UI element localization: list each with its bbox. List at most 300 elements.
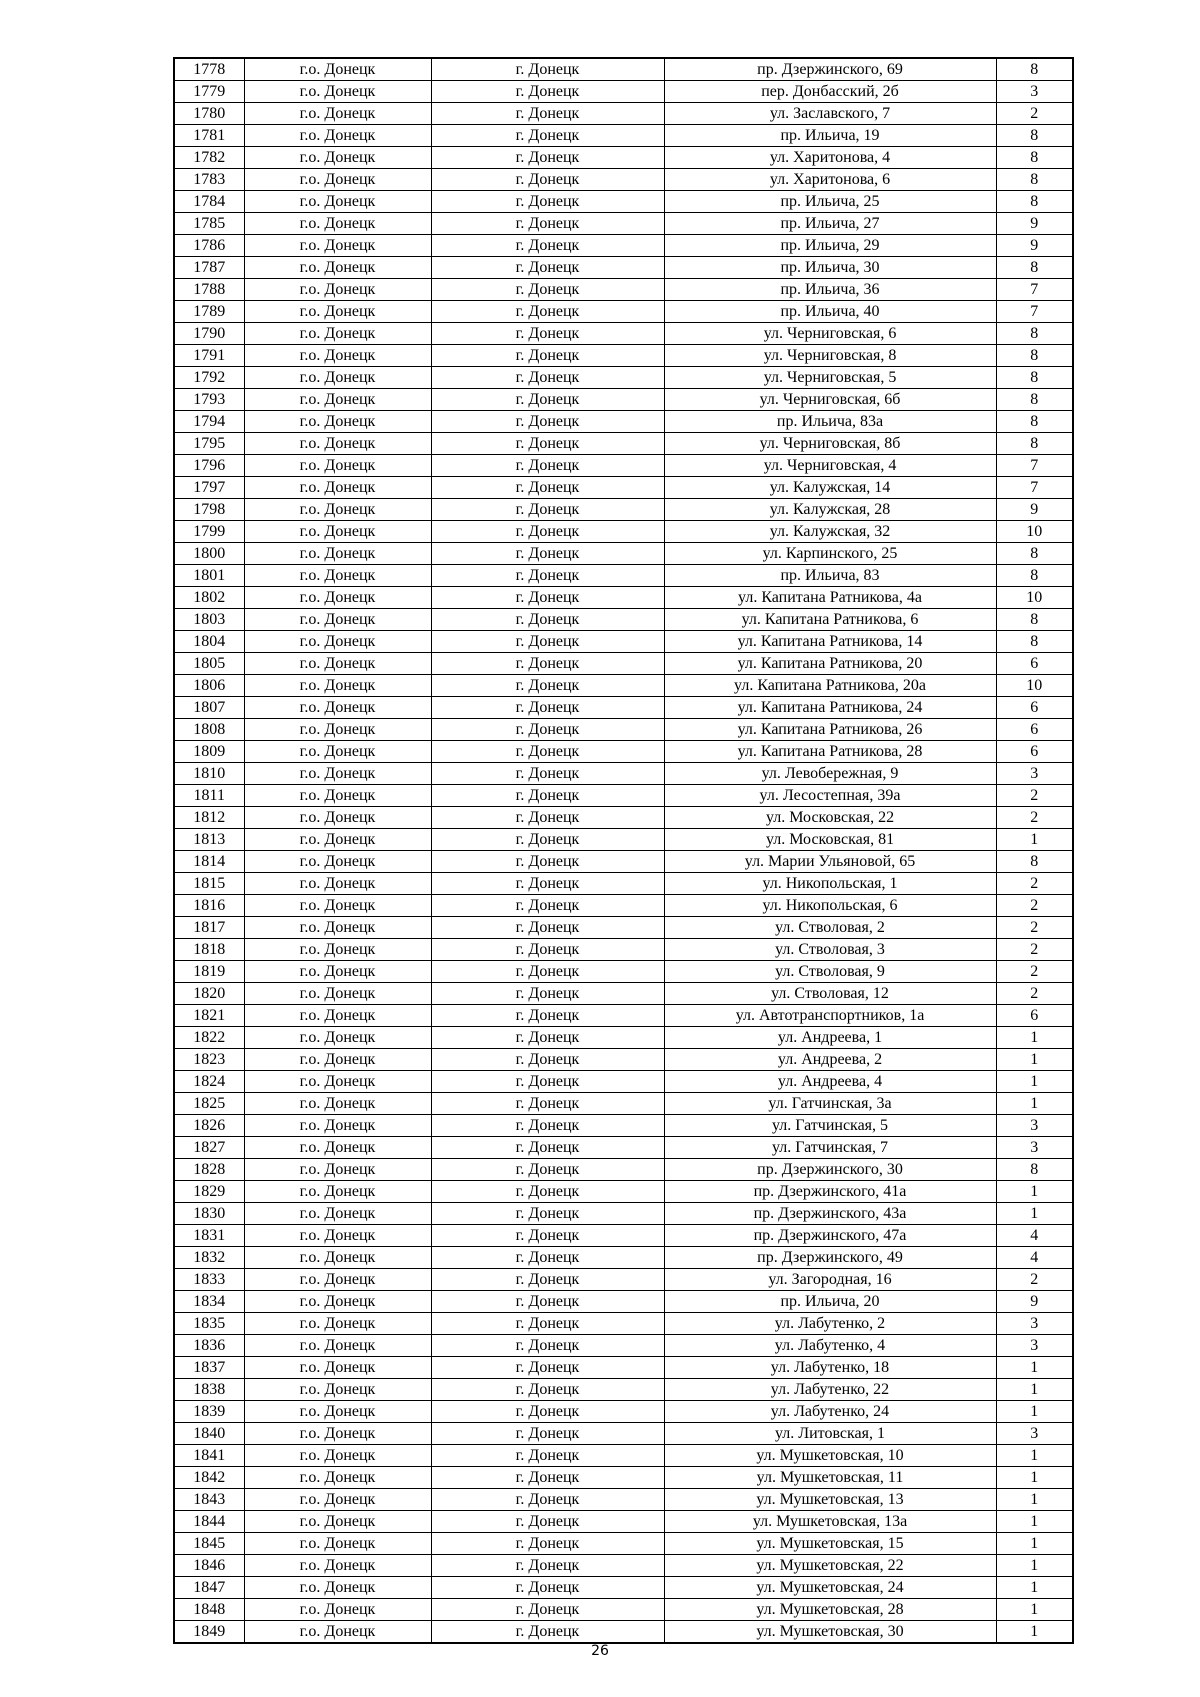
district-cell: г.о. Донецк <box>244 1335 431 1357</box>
district-cell: г.о. Донецк <box>244 499 431 521</box>
address-cell: пр. Дзержинского, 47а <box>664 1225 996 1247</box>
district-cell: г.о. Донецк <box>244 873 431 895</box>
district-cell: г.о. Донецк <box>244 235 431 257</box>
district-cell: г.о. Донецк <box>244 1291 431 1313</box>
table-row <box>174 1401 1073 1423</box>
count-cell: 1 <box>996 1577 1073 1599</box>
row-number-cell: 1778 <box>174 58 244 81</box>
city-cell: г. Донецк <box>431 433 664 455</box>
city-cell: г. Донецк <box>431 609 664 631</box>
address-cell: ул. Черниговская, 5 <box>664 367 996 389</box>
count-cell: 1 <box>996 1599 1073 1621</box>
city-cell: г. Донецк <box>431 1049 664 1071</box>
city-cell: г. Донецк <box>431 147 664 169</box>
row-number-cell: 1796 <box>174 455 244 477</box>
district-cell: г.о. Донецк <box>244 697 431 719</box>
city-cell: г. Донецк <box>431 873 664 895</box>
address-cell: ул. Никопольская, 1 <box>664 873 996 895</box>
row-number-cell: 1811 <box>174 785 244 807</box>
row-number-cell: 1826 <box>174 1115 244 1137</box>
city-cell: г. Донецк <box>431 1027 664 1049</box>
district-cell: г.о. Донецк <box>244 1269 431 1291</box>
table-row <box>174 301 1073 323</box>
city-cell: г. Донецк <box>431 1071 664 1093</box>
address-cell: ул. Автотранспортников, 1а <box>664 1005 996 1027</box>
district-cell: г.о. Донецк <box>244 147 431 169</box>
count-cell: 8 <box>996 125 1073 147</box>
count-cell: 2 <box>996 103 1073 125</box>
district-cell: г.о. Донецк <box>244 1247 431 1269</box>
table-row <box>174 609 1073 631</box>
address-cell: ул. Лабутенко, 18 <box>664 1357 996 1379</box>
city-cell: г. Донецк <box>431 1467 664 1489</box>
row-number-cell: 1798 <box>174 499 244 521</box>
address-cell: ул. Мушкетовская, 10 <box>664 1445 996 1467</box>
district-cell: г.о. Донецк <box>244 829 431 851</box>
district-cell: г.о. Донецк <box>244 1555 431 1577</box>
district-cell: г.о. Донецк <box>244 565 431 587</box>
table-row <box>174 1445 1073 1467</box>
address-cell: пр. Ильича, 83 <box>664 565 996 587</box>
district-cell: г.о. Донецк <box>244 587 431 609</box>
city-cell: г. Донецк <box>431 1115 664 1137</box>
city-cell: г. Донецк <box>431 939 664 961</box>
count-cell: 7 <box>996 279 1073 301</box>
address-cell: ул. Лабутенко, 4 <box>664 1335 996 1357</box>
city-cell: г. Донецк <box>431 257 664 279</box>
address-cell: ул. Капитана Ратникова, 4а <box>664 587 996 609</box>
table-row <box>174 697 1073 719</box>
count-cell: 1 <box>996 1027 1073 1049</box>
table-row <box>174 1049 1073 1071</box>
table-row <box>174 1159 1073 1181</box>
row-number-cell: 1814 <box>174 851 244 873</box>
district-cell: г.о. Донецк <box>244 1599 431 1621</box>
district-cell: г.о. Донецк <box>244 1005 431 1027</box>
city-cell: г. Донецк <box>431 169 664 191</box>
count-cell: 9 <box>996 213 1073 235</box>
count-cell: 3 <box>996 1137 1073 1159</box>
table-row <box>174 477 1073 499</box>
address-cell: ул. Капитана Ратникова, 28 <box>664 741 996 763</box>
address-cell: пр. Ильича, 40 <box>664 301 996 323</box>
row-number-cell: 1818 <box>174 939 244 961</box>
district-cell: г.о. Донецк <box>244 785 431 807</box>
address-cell: пр. Ильича, 19 <box>664 125 996 147</box>
city-cell: г. Донецк <box>431 741 664 763</box>
city-cell: г. Донецк <box>431 58 664 81</box>
city-cell: г. Донецк <box>431 1401 664 1423</box>
city-cell: г. Донецк <box>431 367 664 389</box>
city-cell: г. Донецк <box>431 499 664 521</box>
address-cell: ул. Стволовая, 2 <box>664 917 996 939</box>
row-number-cell: 1794 <box>174 411 244 433</box>
city-cell: г. Донецк <box>431 1159 664 1181</box>
table-row <box>174 1247 1073 1269</box>
table-row <box>174 983 1073 1005</box>
address-cell: ул. Капитана Ратникова, 14 <box>664 631 996 653</box>
address-cell: ул. Капитана Ратникова, 20а <box>664 675 996 697</box>
address-cell: ул. Мушкетовская, 24 <box>664 1577 996 1599</box>
district-cell: г.о. Донецк <box>244 719 431 741</box>
address-cell: ул. Гатчинская, 3а <box>664 1093 996 1115</box>
count-cell: 8 <box>996 543 1073 565</box>
table-row <box>174 1181 1073 1203</box>
row-number-cell: 1832 <box>174 1247 244 1269</box>
city-cell: г. Донецк <box>431 1555 664 1577</box>
address-cell: ул. Лабутенко, 2 <box>664 1313 996 1335</box>
count-cell: 6 <box>996 697 1073 719</box>
row-number-cell: 1791 <box>174 345 244 367</box>
city-cell: г. Донецк <box>431 895 664 917</box>
city-cell: г. Донецк <box>431 631 664 653</box>
table-row <box>174 169 1073 191</box>
table-row <box>174 213 1073 235</box>
city-cell: г. Донецк <box>431 719 664 741</box>
address-cell: пр. Дзержинского, 49 <box>664 1247 996 1269</box>
row-number-cell: 1847 <box>174 1577 244 1599</box>
row-number-cell: 1805 <box>174 653 244 675</box>
count-cell: 6 <box>996 1005 1073 1027</box>
city-cell: г. Донецк <box>431 1005 664 1027</box>
district-cell: г.о. Донецк <box>244 1533 431 1555</box>
city-cell: г. Донецк <box>431 543 664 565</box>
district-cell: г.о. Донецк <box>244 367 431 389</box>
district-cell: г.о. Донецк <box>244 1049 431 1071</box>
row-number-cell: 1830 <box>174 1203 244 1225</box>
district-cell: г.о. Донецк <box>244 279 431 301</box>
city-cell: г. Донецк <box>431 1599 664 1621</box>
address-cell: ул. Загородная, 16 <box>664 1269 996 1291</box>
address-cell: ул. Черниговская, 4 <box>664 455 996 477</box>
row-number-cell: 1829 <box>174 1181 244 1203</box>
table-row <box>174 81 1073 103</box>
row-number-cell: 1844 <box>174 1511 244 1533</box>
row-number-cell: 1823 <box>174 1049 244 1071</box>
row-number-cell: 1803 <box>174 609 244 631</box>
count-cell: 1 <box>996 1467 1073 1489</box>
row-number-cell: 1793 <box>174 389 244 411</box>
district-cell: г.о. Донецк <box>244 961 431 983</box>
district-cell: г.о. Донецк <box>244 653 431 675</box>
row-number-cell: 1834 <box>174 1291 244 1313</box>
district-cell: г.о. Донецк <box>244 1071 431 1093</box>
table-row <box>174 543 1073 565</box>
district-cell: г.о. Донецк <box>244 345 431 367</box>
table-row <box>174 58 1073 81</box>
row-number-cell: 1783 <box>174 169 244 191</box>
count-cell: 10 <box>996 587 1073 609</box>
district-cell: г.о. Донецк <box>244 1137 431 1159</box>
row-number-cell: 1782 <box>174 147 244 169</box>
count-cell: 1 <box>996 1533 1073 1555</box>
count-cell: 3 <box>996 1423 1073 1445</box>
row-number-cell: 1810 <box>174 763 244 785</box>
address-cell: ул. Гатчинская, 5 <box>664 1115 996 1137</box>
row-number-cell: 1808 <box>174 719 244 741</box>
city-cell: г. Донецк <box>431 961 664 983</box>
row-number-cell: 1827 <box>174 1137 244 1159</box>
count-cell: 8 <box>996 851 1073 873</box>
table-row <box>174 1269 1073 1291</box>
address-cell: ул. Мушкетовская, 30 <box>664 1621 996 1644</box>
city-cell: г. Донецк <box>431 1247 664 1269</box>
row-number-cell: 1813 <box>174 829 244 851</box>
address-cell: пр. Дзержинского, 69 <box>664 58 996 81</box>
table-row <box>174 873 1073 895</box>
row-number-cell: 1842 <box>174 1467 244 1489</box>
city-cell: г. Донецк <box>431 389 664 411</box>
count-cell: 6 <box>996 653 1073 675</box>
district-cell: г.о. Донецк <box>244 103 431 125</box>
row-number-cell: 1820 <box>174 983 244 1005</box>
table-row <box>174 1115 1073 1137</box>
row-number-cell: 1804 <box>174 631 244 653</box>
row-number-cell: 1785 <box>174 213 244 235</box>
table-row <box>174 367 1073 389</box>
table-row <box>174 587 1073 609</box>
count-cell: 8 <box>996 323 1073 345</box>
district-cell: г.о. Донецк <box>244 257 431 279</box>
table-row <box>174 1137 1073 1159</box>
district-cell: г.о. Донецк <box>244 521 431 543</box>
address-cell: пр. Дзержинского, 43а <box>664 1203 996 1225</box>
city-cell: г. Донецк <box>431 235 664 257</box>
address-cell: ул. Лесостепная, 39а <box>664 785 996 807</box>
count-cell: 10 <box>996 675 1073 697</box>
address-cell: пр. Дзержинского, 41а <box>664 1181 996 1203</box>
count-cell: 3 <box>996 763 1073 785</box>
count-cell: 2 <box>996 917 1073 939</box>
count-cell: 8 <box>996 411 1073 433</box>
table-row <box>174 719 1073 741</box>
row-number-cell: 1781 <box>174 125 244 147</box>
table-row <box>174 1093 1073 1115</box>
count-cell: 2 <box>996 939 1073 961</box>
count-cell: 3 <box>996 81 1073 103</box>
table-row <box>174 741 1073 763</box>
table-row <box>174 1357 1073 1379</box>
row-number-cell: 1800 <box>174 543 244 565</box>
table-row <box>174 1467 1073 1489</box>
city-cell: г. Донецк <box>431 829 664 851</box>
district-cell: г.о. Донецк <box>244 1203 431 1225</box>
district-cell: г.о. Донецк <box>244 389 431 411</box>
count-cell: 1 <box>996 1093 1073 1115</box>
table-row <box>174 1291 1073 1313</box>
city-cell: г. Донецк <box>431 1181 664 1203</box>
district-cell: г.о. Донецк <box>244 1467 431 1489</box>
district-cell: г.о. Донецк <box>244 631 431 653</box>
city-cell: г. Донецк <box>431 697 664 719</box>
city-cell: г. Донецк <box>431 191 664 213</box>
count-cell: 8 <box>996 58 1073 81</box>
row-number-cell: 1849 <box>174 1621 244 1644</box>
district-cell: г.о. Донецк <box>244 1093 431 1115</box>
count-cell: 1 <box>996 1379 1073 1401</box>
table-row <box>174 521 1073 543</box>
table-row <box>174 807 1073 829</box>
row-number-cell: 1838 <box>174 1379 244 1401</box>
table-row <box>174 499 1073 521</box>
address-cell: ул. Капитана Ратникова, 24 <box>664 697 996 719</box>
address-cell: ул. Карпинского, 25 <box>664 543 996 565</box>
row-number-cell: 1799 <box>174 521 244 543</box>
address-table-body <box>174 58 1073 1643</box>
table-row <box>174 1313 1073 1335</box>
row-number-cell: 1789 <box>174 301 244 323</box>
district-cell: г.о. Донецк <box>244 609 431 631</box>
row-number-cell: 1816 <box>174 895 244 917</box>
city-cell: г. Донецк <box>431 81 664 103</box>
row-number-cell: 1825 <box>174 1093 244 1115</box>
address-cell: ул. Мушкетовская, 15 <box>664 1533 996 1555</box>
count-cell: 1 <box>996 1071 1073 1093</box>
table-row <box>174 653 1073 675</box>
row-number-cell: 1779 <box>174 81 244 103</box>
city-cell: г. Донецк <box>431 851 664 873</box>
city-cell: г. Донецк <box>431 477 664 499</box>
count-cell: 7 <box>996 477 1073 499</box>
district-cell: г.о. Донецк <box>244 455 431 477</box>
count-cell: 8 <box>996 257 1073 279</box>
district-cell: г.о. Донецк <box>244 1489 431 1511</box>
address-cell: ул. Капитана Ратникова, 6 <box>664 609 996 631</box>
table-row <box>174 1423 1073 1445</box>
page-number: 26 <box>591 1643 609 1659</box>
district-cell: г.о. Донецк <box>244 58 431 81</box>
table-row <box>174 631 1073 653</box>
city-cell: г. Донецк <box>431 213 664 235</box>
district-cell: г.о. Донецк <box>244 213 431 235</box>
count-cell: 8 <box>996 389 1073 411</box>
row-number-cell: 1809 <box>174 741 244 763</box>
district-cell: г.о. Донецк <box>244 939 431 961</box>
row-number-cell: 1795 <box>174 433 244 455</box>
district-cell: г.о. Донецк <box>244 983 431 1005</box>
table-row <box>174 1511 1073 1533</box>
table-row <box>174 125 1073 147</box>
city-cell: г. Донецк <box>431 1269 664 1291</box>
count-cell: 1 <box>996 1445 1073 1467</box>
table-row <box>174 785 1073 807</box>
address-cell: пр. Ильича, 30 <box>664 257 996 279</box>
city-cell: г. Донецк <box>431 323 664 345</box>
count-cell: 1 <box>996 1203 1073 1225</box>
table-row <box>174 1027 1073 1049</box>
city-cell: г. Донецк <box>431 1423 664 1445</box>
table-row <box>174 345 1073 367</box>
address-cell: ул. Лабутенко, 24 <box>664 1401 996 1423</box>
row-number-cell: 1807 <box>174 697 244 719</box>
row-number-cell: 1817 <box>174 917 244 939</box>
count-cell: 9 <box>996 499 1073 521</box>
table-row <box>174 323 1073 345</box>
row-number-cell: 1836 <box>174 1335 244 1357</box>
row-number-cell: 1833 <box>174 1269 244 1291</box>
row-number-cell: 1837 <box>174 1357 244 1379</box>
count-cell: 2 <box>996 785 1073 807</box>
address-cell: ул. Марии Ульяновой, 65 <box>664 851 996 873</box>
district-cell: г.о. Донецк <box>244 301 431 323</box>
address-cell: ул. Харитонова, 4 <box>664 147 996 169</box>
address-cell: ул. Калужская, 14 <box>664 477 996 499</box>
count-cell: 1 <box>996 829 1073 851</box>
row-number-cell: 1792 <box>174 367 244 389</box>
city-cell: г. Донецк <box>431 1489 664 1511</box>
city-cell: г. Донецк <box>431 763 664 785</box>
count-cell: 8 <box>996 631 1073 653</box>
city-cell: г. Донецк <box>431 1335 664 1357</box>
table-row <box>174 433 1073 455</box>
district-cell: г.о. Донецк <box>244 1577 431 1599</box>
table-row <box>174 851 1073 873</box>
table-row <box>174 895 1073 917</box>
city-cell: г. Донецк <box>431 983 664 1005</box>
address-cell: ул. Черниговская, 8б <box>664 433 996 455</box>
count-cell: 3 <box>996 1335 1073 1357</box>
district-cell: г.о. Донецк <box>244 917 431 939</box>
row-number-cell: 1824 <box>174 1071 244 1093</box>
city-cell: г. Донецк <box>431 1357 664 1379</box>
count-cell: 3 <box>996 1313 1073 1335</box>
district-cell: г.о. Донецк <box>244 1621 431 1644</box>
address-cell: ул. Стволовая, 12 <box>664 983 996 1005</box>
address-cell: ул. Мушкетовская, 22 <box>664 1555 996 1577</box>
count-cell: 8 <box>996 433 1073 455</box>
address-cell: ул. Андреева, 1 <box>664 1027 996 1049</box>
city-cell: г. Донецк <box>431 1379 664 1401</box>
district-cell: г.о. Донецк <box>244 323 431 345</box>
table-row <box>174 147 1073 169</box>
row-number-cell: 1846 <box>174 1555 244 1577</box>
address-cell: ул. Никопольская, 6 <box>664 895 996 917</box>
table-row <box>174 235 1073 257</box>
address-cell: пр. Ильича, 27 <box>664 213 996 235</box>
table-row <box>174 1555 1073 1577</box>
address-cell: пр. Ильича, 20 <box>664 1291 996 1313</box>
address-cell: ул. Черниговская, 6 <box>664 323 996 345</box>
table-row <box>174 1335 1073 1357</box>
count-cell: 8 <box>996 609 1073 631</box>
city-cell: г. Донецк <box>431 103 664 125</box>
table-row <box>174 675 1073 697</box>
row-number-cell: 1841 <box>174 1445 244 1467</box>
table-row <box>174 565 1073 587</box>
count-cell: 1 <box>996 1489 1073 1511</box>
count-cell: 2 <box>996 961 1073 983</box>
address-cell: ул. Андреева, 4 <box>664 1071 996 1093</box>
address-cell: пр. Ильича, 83а <box>664 411 996 433</box>
row-number-cell: 1802 <box>174 587 244 609</box>
address-cell: ул. Мушкетовская, 13 <box>664 1489 996 1511</box>
district-cell: г.о. Донецк <box>244 1181 431 1203</box>
district-cell: г.о. Донецк <box>244 1445 431 1467</box>
city-cell: г. Донецк <box>431 1533 664 1555</box>
city-cell: г. Донецк <box>431 1291 664 1313</box>
district-cell: г.о. Донецк <box>244 125 431 147</box>
table-row <box>174 1489 1073 1511</box>
district-cell: г.о. Донецк <box>244 1159 431 1181</box>
row-number-cell: 1843 <box>174 1489 244 1511</box>
row-number-cell: 1790 <box>174 323 244 345</box>
city-cell: г. Донецк <box>431 1577 664 1599</box>
city-cell: г. Донецк <box>431 1313 664 1335</box>
table-row <box>174 917 1073 939</box>
count-cell: 2 <box>996 895 1073 917</box>
table-row <box>174 1599 1073 1621</box>
count-cell: 8 <box>996 367 1073 389</box>
